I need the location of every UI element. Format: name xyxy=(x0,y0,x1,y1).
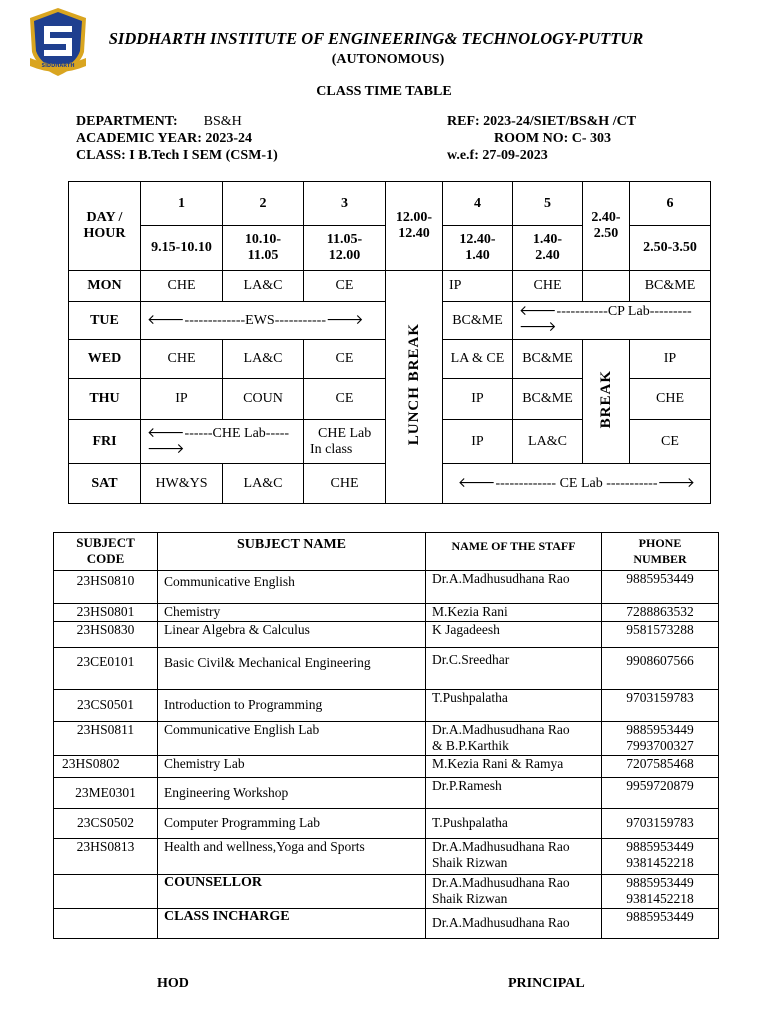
subject-code: 23HS0801 xyxy=(54,604,158,622)
cell: CE xyxy=(304,340,386,379)
phone: 7288863532 xyxy=(602,604,719,622)
cell: HW&YS xyxy=(141,464,223,504)
table-row xyxy=(54,648,719,690)
table-row xyxy=(54,809,719,839)
staff-line: Shaik Rizwan xyxy=(432,891,508,906)
cell: LA&C xyxy=(223,464,304,504)
cell: LA&C xyxy=(223,340,304,379)
staff-name: K Jagadeesh xyxy=(426,622,602,648)
period-2: 2 xyxy=(223,182,304,226)
header-staff: NAME OF THE STAFF xyxy=(426,533,602,571)
cell: CHE xyxy=(141,271,223,302)
day-thu: THU xyxy=(69,379,141,420)
period-6: 6 xyxy=(630,182,711,226)
ref-number: REF: 2023-24/SIET/BS&H /CT xyxy=(447,114,637,129)
cell: CHE xyxy=(630,379,711,420)
staff-name xyxy=(426,875,602,909)
cell: LA&C xyxy=(513,420,583,464)
break-top xyxy=(583,271,630,302)
cell: BC&ME xyxy=(443,302,513,340)
time-3: 11.05-12.00 xyxy=(304,226,386,271)
wef-date: w.e.f: 27-09-2023 xyxy=(447,148,548,163)
sat-ce-lab: 🡐------------- CE Lab -----------🡒 xyxy=(443,464,711,504)
phone: 9885953449 xyxy=(602,909,719,939)
subject-name: Engineering Workshop xyxy=(158,778,426,809)
fri-che-lab: 🡐------CHE Lab-----🡒 xyxy=(141,420,304,464)
staff-line: Dr.A.Madhusudhana Rao xyxy=(432,875,570,890)
subject-name: Introduction to Programming xyxy=(158,690,426,722)
table-row xyxy=(54,722,719,756)
subject-code: 23HS0811 xyxy=(54,722,158,756)
subject-name: Computer Programming Lab xyxy=(158,809,426,839)
header-code: SUBJECT CODE xyxy=(54,533,158,571)
header-name: SUBJECT NAME xyxy=(158,533,426,571)
staff-name: Dr.P.Ramesh xyxy=(426,778,602,809)
phone: 7207585468 xyxy=(602,756,719,778)
fri-che-lab-class xyxy=(304,420,386,464)
table-row xyxy=(54,756,719,778)
day-mon: MON xyxy=(69,271,141,302)
cell: LA&C xyxy=(223,271,304,302)
timetable xyxy=(68,181,711,504)
tue-ews-lab: 🡐-------------EWS-----------🡒 xyxy=(141,302,386,340)
principal-signature: PRINCIPAL xyxy=(508,976,585,991)
period-1: 1 xyxy=(141,182,223,226)
time-2: 10.10-11.05 xyxy=(223,226,304,271)
cell-line: CHE Lab xyxy=(318,425,372,441)
tue-cp-lab: 🡐-----------CP Lab---------🡒 xyxy=(513,302,711,340)
phone xyxy=(602,875,719,909)
class-info: CLASS: I B.Tech I SEM (CSM-1) xyxy=(76,148,278,163)
table-row xyxy=(54,839,719,875)
staff-line: Dr.A.Madhusudhana Rao xyxy=(432,839,570,854)
staff-line: & B.P.Karthik xyxy=(432,738,509,753)
header-phone: PHONE NUMBER xyxy=(602,533,719,571)
subject-name: Communicative English xyxy=(158,571,426,604)
table-row xyxy=(54,622,719,648)
cell: IP xyxy=(630,340,711,379)
institute-name: SIDDHARTH INSTITUTE OF ENGINEERING& TECHNOLOGY-PUTTUR xyxy=(108,29,644,48)
staff-line: Shaik Rizwan xyxy=(432,855,508,870)
phone: 9959720879 xyxy=(602,778,719,809)
subject-code: 23HS0810 xyxy=(54,571,158,604)
department-line: DEPARTMENT: BS&H xyxy=(76,114,242,129)
incharge-row xyxy=(54,909,719,939)
cell-line: In class xyxy=(310,441,353,457)
phone-line: 9381452218 xyxy=(626,855,694,870)
svg-text:SIDDHARTH: SIDDHARTH xyxy=(41,63,75,69)
time-5: 1.40-2.40 xyxy=(513,226,583,271)
subject-name: Chemistry Lab xyxy=(158,756,426,778)
subject-name: Health and wellness,Yoga and Sports xyxy=(158,839,426,875)
phone: 9703159783 xyxy=(602,809,719,839)
time-lunch: 12.00-12.40 xyxy=(386,182,443,271)
cell: IP xyxy=(443,271,513,302)
table-row xyxy=(54,778,719,809)
subject-code: 23CE0101 xyxy=(54,648,158,690)
cell: BC&ME xyxy=(513,340,583,379)
phone xyxy=(602,839,719,875)
day-sat: SAT xyxy=(69,464,141,504)
phone-line: 9381452218 xyxy=(626,891,694,906)
doc-title: CLASS TIME TABLE xyxy=(316,84,452,99)
staff-name: Dr.C.Sreedhar xyxy=(426,648,602,690)
staff-name: M.Kezia Rani xyxy=(426,604,602,622)
phone: 9908607566 xyxy=(602,648,719,690)
cell: CE xyxy=(304,379,386,420)
cell: COUN xyxy=(223,379,304,420)
time-1: 9.15-10.10 xyxy=(141,226,223,271)
subject-name: Linear Algebra & Calculus xyxy=(158,622,426,648)
subject-code: 23CS0501 xyxy=(54,690,158,722)
phone: 9703159783 xyxy=(602,690,719,722)
day-fri: FRI xyxy=(69,420,141,464)
cell: IP xyxy=(141,379,223,420)
phone-line: 9885953449 xyxy=(626,875,694,890)
cell: IP xyxy=(443,420,513,464)
cell: CE xyxy=(304,271,386,302)
staff-name: M.Kezia Rani & Ramya xyxy=(426,756,602,778)
cell: BC&ME xyxy=(513,379,583,420)
table-row xyxy=(54,604,719,622)
period-5: 5 xyxy=(513,182,583,226)
time-break: 2.40-2.50 xyxy=(583,182,630,271)
autonomous-label: (AUTONOMOUS) xyxy=(331,52,445,67)
cell: CHE xyxy=(304,464,386,504)
subject-name: Chemistry xyxy=(158,604,426,622)
cell: BC&ME xyxy=(630,271,711,302)
staff-name: T.Pushpalatha xyxy=(426,809,602,839)
staff-line: Dr.A.Madhusudhana Rao xyxy=(432,722,570,737)
empty-cell xyxy=(54,875,158,909)
time-6: 2.50-3.50 xyxy=(630,226,711,271)
hod-signature: HOD xyxy=(157,976,189,991)
staff-name: T.Pushpalatha xyxy=(426,690,602,722)
cell: LA & CE xyxy=(443,340,513,379)
cell: IP xyxy=(443,379,513,420)
counsellor-label: COUNSELLOR xyxy=(158,875,426,909)
empty-cell xyxy=(54,909,158,939)
day-tue: TUE xyxy=(69,302,141,340)
subject-code: 23HS0813 xyxy=(54,839,158,875)
subject-code: 23HS0802 xyxy=(54,756,158,778)
staff-name: Dr.A.Madhusudhana Rao xyxy=(426,909,602,939)
staff-name: Dr.A.Madhusudhana Rao xyxy=(426,571,602,604)
afternoon-break: BREAK xyxy=(583,340,630,464)
academic-year: ACADEMIC YEAR: 2023-24 xyxy=(76,131,253,146)
cell: CHE xyxy=(513,271,583,302)
phone xyxy=(602,722,719,756)
staff-name xyxy=(426,839,602,875)
subjects-table xyxy=(53,532,719,939)
subject-code: 23CS0502 xyxy=(54,809,158,839)
day-wed: WED xyxy=(69,340,141,379)
incharge-label: CLASS INCHARGE xyxy=(158,909,426,939)
room-number: ROOM NO: C- 303 xyxy=(494,131,612,146)
subject-code: 23ME0301 xyxy=(54,778,158,809)
period-3: 3 xyxy=(304,182,386,226)
phone: 9581573288 xyxy=(602,622,719,648)
time-4: 12.40-1.40 xyxy=(443,226,513,271)
phone-line: 9885953449 xyxy=(626,722,694,737)
day-hour-header: DAY / HOUR xyxy=(69,182,141,271)
staff-name xyxy=(426,722,602,756)
period-4: 4 xyxy=(443,182,513,226)
phone-line: 7993700327 xyxy=(626,738,694,753)
table-row xyxy=(54,690,719,722)
subject-code: 23HS0830 xyxy=(54,622,158,648)
cell: CHE xyxy=(141,340,223,379)
cell: CE xyxy=(630,420,711,464)
phone: 9885953449 xyxy=(602,571,719,604)
table-row xyxy=(54,571,719,604)
phone-line: 9885953449 xyxy=(626,839,694,854)
lunch-break: LUNCH BREAK xyxy=(386,271,443,504)
subject-name: Communicative English Lab xyxy=(158,722,426,756)
counsellor-row xyxy=(54,875,719,909)
subject-name: Basic Civil& Mechanical Engineering xyxy=(158,648,426,690)
